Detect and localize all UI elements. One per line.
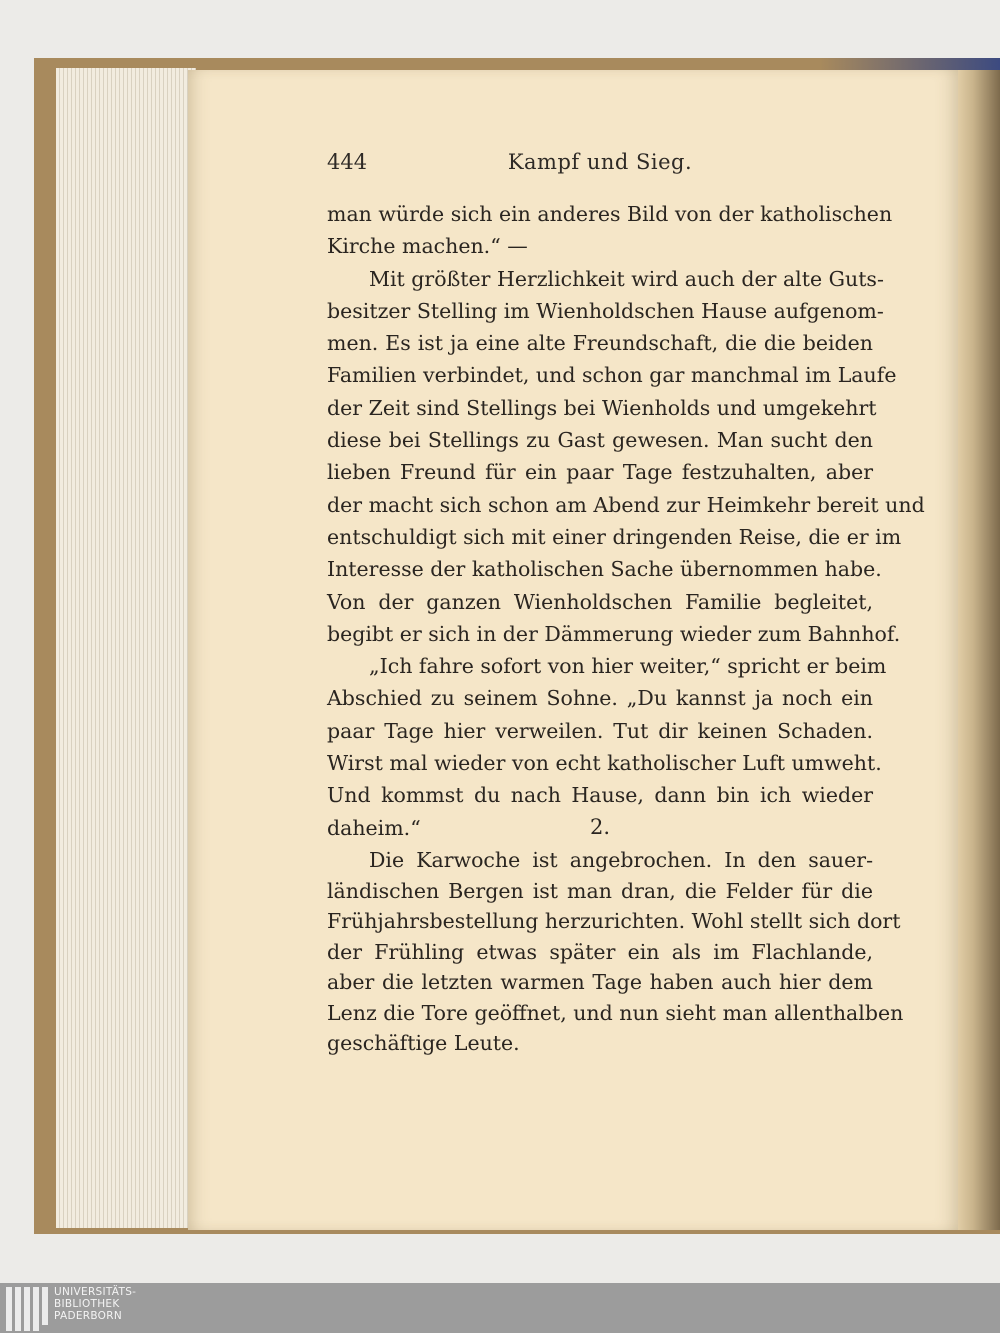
text-line: Mit größter Herzlichkeit wird auch der alte Guts- (369, 266, 884, 291)
text-line: der Zeit sind Stellings bei Wienholds und umgekehrt (327, 395, 877, 420)
text-line: aber die letzten warmen Tage haben auch hier dem (327, 970, 873, 994)
text-line: man würde sich ein anderes Bild von der katholischen (327, 202, 893, 226)
text-line: entschuldigt sich mit einer dringenden Reise, die er im (327, 524, 902, 549)
text-line: lieben Freund für ein paar Tage festzuhalten, aber (327, 460, 873, 485)
text-line: Lenz die Tore geöffnet, und nun sieht man allenthalben (327, 1000, 904, 1025)
logo-line: PADERBORN (54, 1310, 122, 1322)
library-footer (0, 1283, 1000, 1333)
text-line: daheim.“ (327, 815, 421, 840)
text-line: besitzer Stelling im Wienholdschen Hause aufgenom- (327, 298, 884, 323)
logo-line: BIBLIOTHEK (54, 1298, 120, 1310)
page-header (327, 150, 873, 180)
text-line: Und kommst du nach Hause, dann bin ich wieder (327, 783, 873, 808)
body-text (327, 198, 925, 844)
text-line: „Ich fahre sofort von hier weiter,“ spricht er beim (369, 654, 887, 679)
text-line: paar Tage hier verweilen. Tut dir keinen Schaden. (327, 718, 873, 743)
text-line: Interesse der katholischen Sache übernommen habe. (327, 557, 882, 582)
text-line: Wirst mal wieder von echt katholischer Luft umweht. (327, 751, 882, 776)
section-text (327, 845, 904, 1059)
text-line: diese bei Stellings zu Gast gewesen. Man sucht den (327, 428, 873, 453)
text-line: Frühjahrsbestellung herzurichten. Wohl stellt sich dort (327, 909, 901, 933)
library-logo-text (54, 1286, 136, 1322)
section-number: 2. (589, 815, 611, 839)
text-line: Abschied zu seinem Sohne. „Du kannst ja noch ein (327, 686, 873, 711)
text-line: begibt er sich in der Dämmerung wieder zum Bahnhof. (327, 621, 901, 646)
book-gutter (955, 70, 1000, 1230)
text-line: men. Es ist ja eine alte Freundschaft, die die beiden (327, 331, 873, 356)
text-line: Von der ganzen Wienholdschen Familie begleitet, (327, 589, 873, 614)
logo-line: UNIVERSITÄTS- (54, 1286, 137, 1298)
text-line: der Frühling etwas später ein als im Flachlande, (327, 939, 873, 964)
page-stack-edges (56, 68, 196, 1228)
library-logo-icon (6, 1287, 50, 1333)
text-line: Kirche machen.“ — (327, 234, 528, 259)
text-line: geschäftige Leute. (327, 1031, 520, 1055)
running-head: Kampf und Sieg. (507, 150, 693, 174)
text-line: Die Karwoche ist angebrochen. In den sauer- (369, 848, 873, 872)
text-line: ländischen Bergen ist man dran, die Felder für die (327, 878, 873, 903)
text-line: Familien verbindet, und schon gar manchmal im Laufe (327, 363, 897, 388)
page-number: 444 (327, 150, 368, 174)
text-line: der macht sich schon am Abend zur Heimkehr bereit und (327, 492, 925, 517)
